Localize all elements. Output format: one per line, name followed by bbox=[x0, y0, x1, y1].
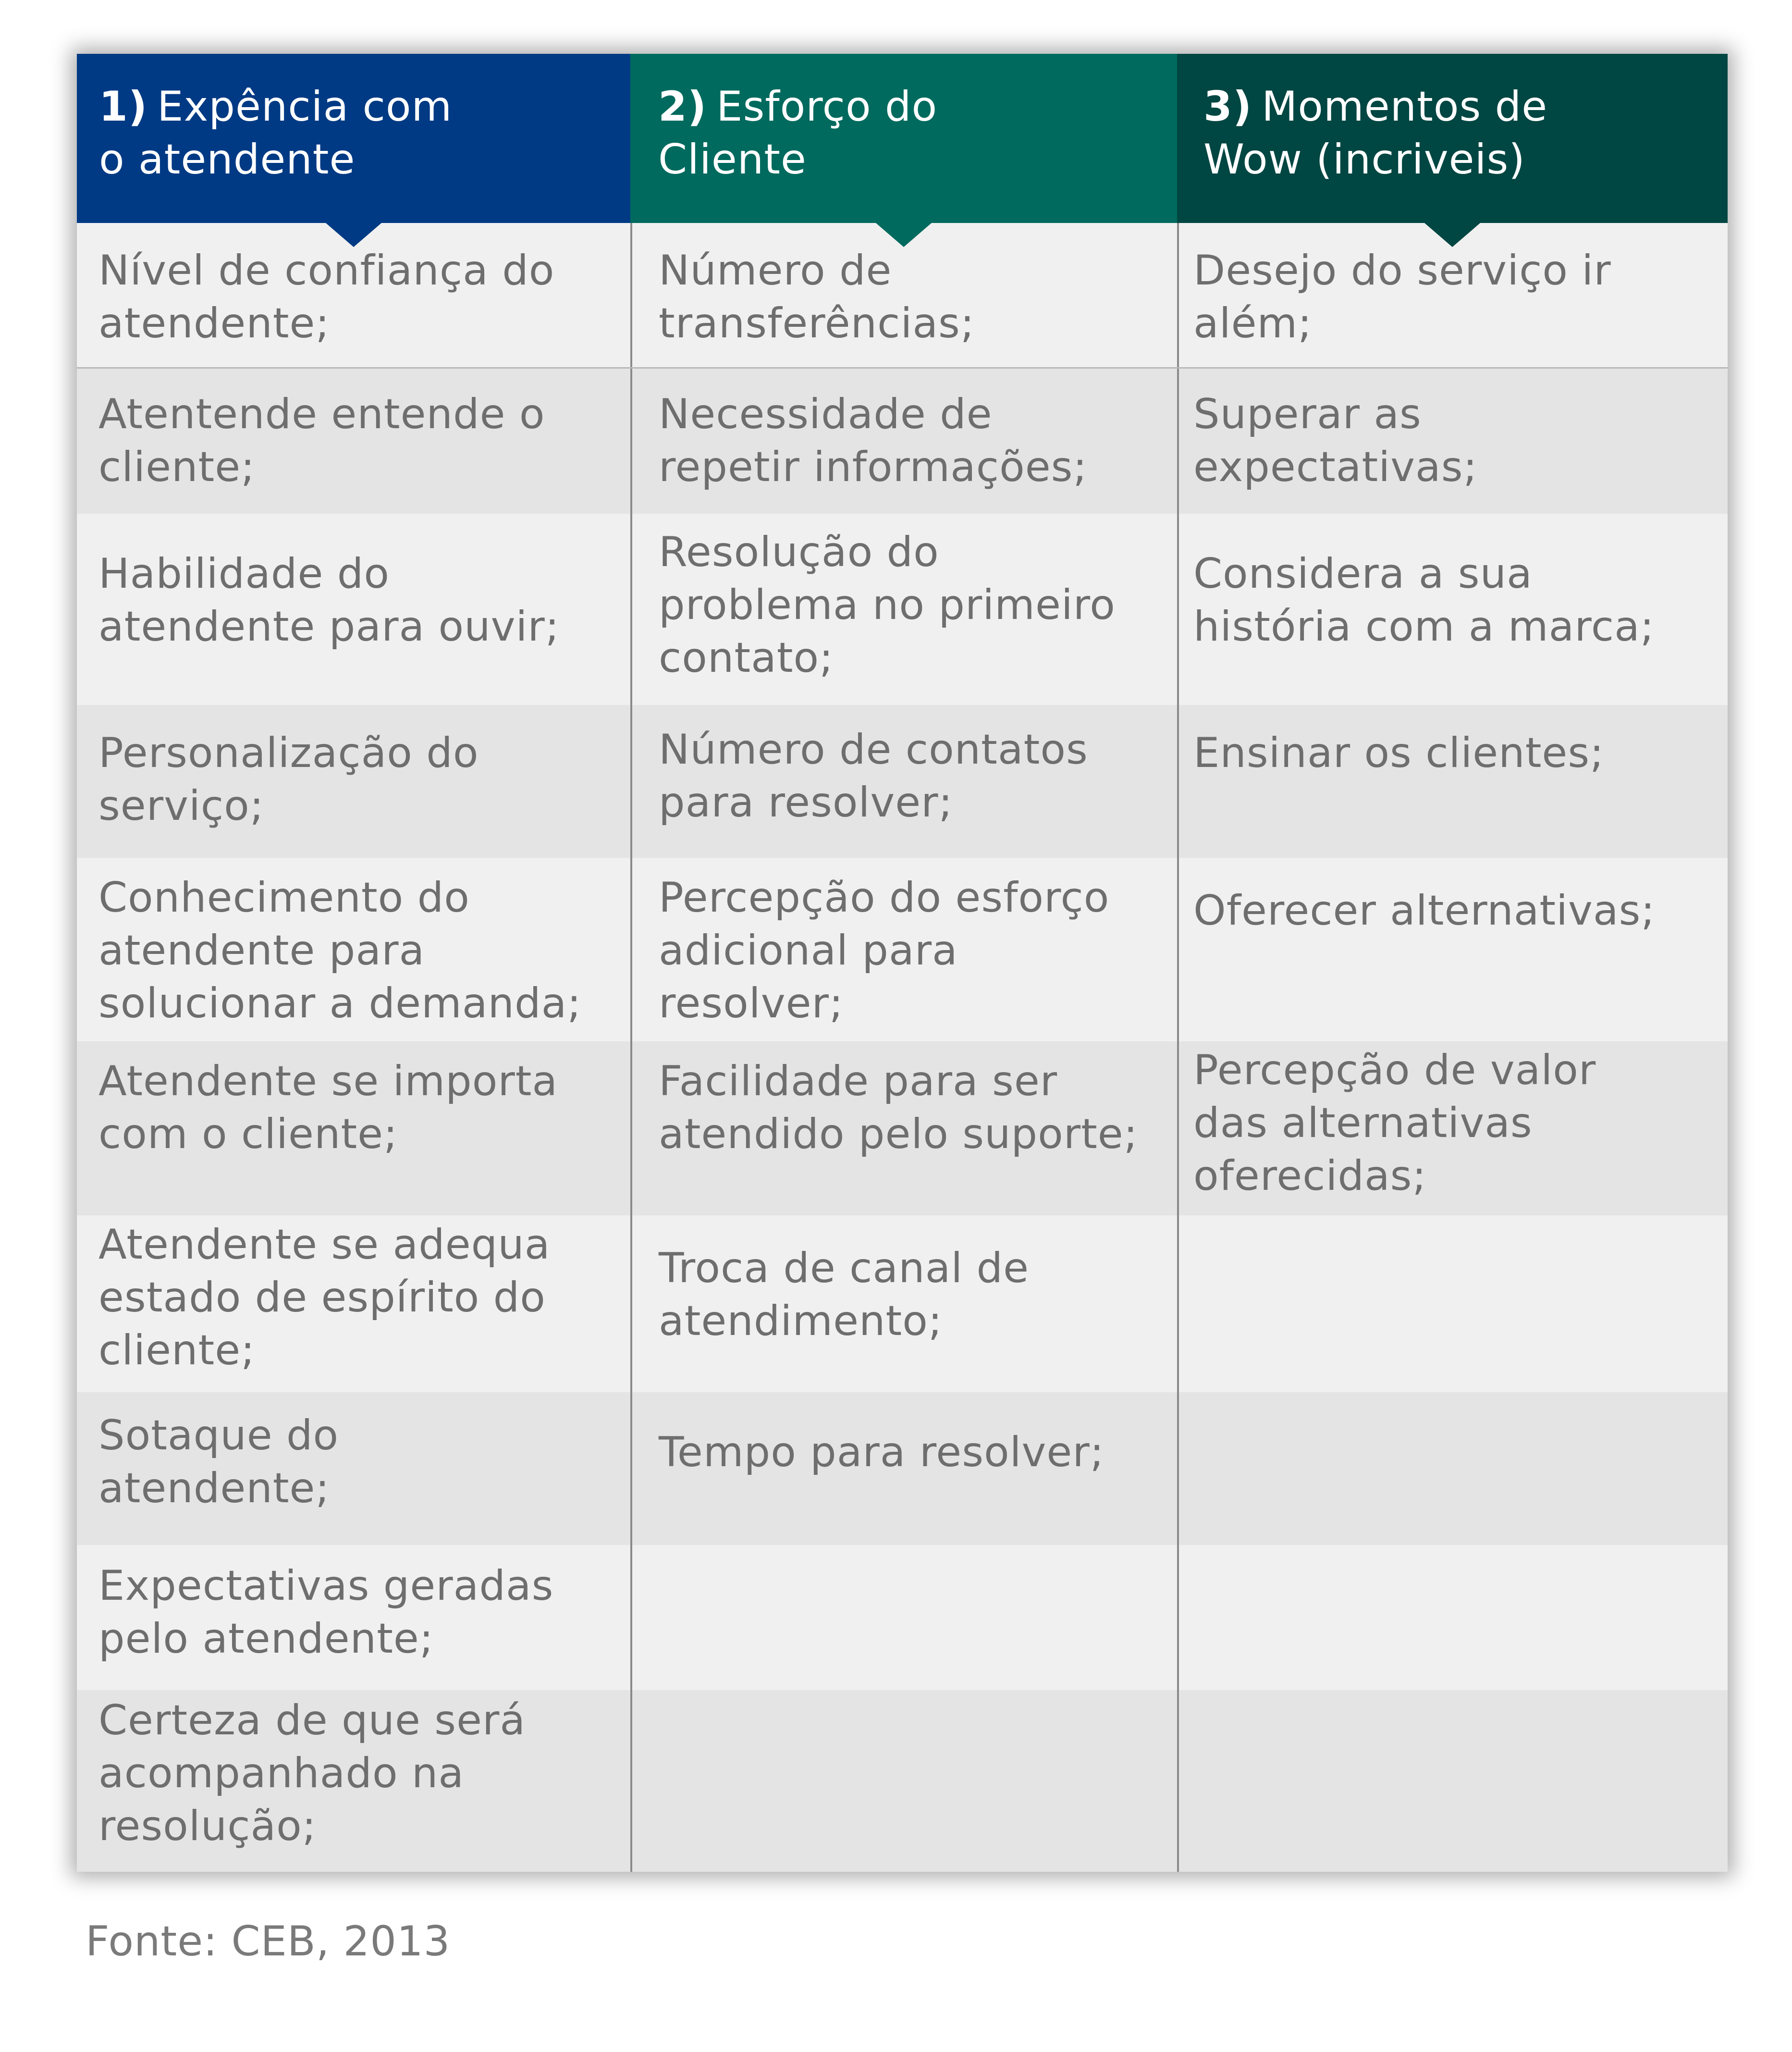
table-row bbox=[77, 1215, 1728, 1392]
header-number: 2) bbox=[658, 83, 707, 131]
table-cell: Percepção de valor das alternativas oferecidas; bbox=[1177, 1041, 1728, 1215]
table-cell: Atendente se adequa estado de espírito do cliente; bbox=[98, 1221, 551, 1374]
table-cell: Necessidade de repetir informações; bbox=[630, 369, 1177, 514]
table-cell: Superar as expectativas; bbox=[1177, 369, 1728, 514]
table-row bbox=[77, 1392, 1728, 1545]
table-row bbox=[77, 858, 1728, 1041]
table-cell: Personalização do serviço; bbox=[98, 729, 479, 830]
header-number: 3) bbox=[1203, 83, 1252, 131]
header-title: Esforço do Cliente bbox=[658, 83, 938, 184]
header-title: Expência com o atendente bbox=[99, 83, 453, 184]
table-row bbox=[77, 1041, 1728, 1215]
table-row bbox=[77, 705, 1728, 858]
table-cell bbox=[1177, 1392, 1728, 1545]
table-cell: Nível de confiança do atendente; bbox=[98, 247, 555, 347]
table-row bbox=[77, 514, 1728, 705]
table-cell: Habilidade do atendente para ouvir; bbox=[98, 550, 560, 651]
table-row bbox=[77, 369, 1728, 514]
table-cell bbox=[1177, 1545, 1728, 1690]
source-caption: Fonte: CEB, 2013 bbox=[86, 1917, 451, 1965]
table-row bbox=[77, 1545, 1728, 1690]
table-cell: Tempo para resolver; bbox=[630, 1392, 1177, 1545]
table-cell: Oferecer alternativas; bbox=[1177, 858, 1728, 1041]
table-cell: Percepção do esforço adicional para resolver; bbox=[630, 858, 1177, 1041]
table-cell: Certeza de que será acompanhado na resolução; bbox=[98, 1696, 526, 1850]
header-title: Momentos de Wow (incriveis) bbox=[1203, 83, 1548, 184]
table-cell: Expectativas geradas pelo atendente; bbox=[98, 1562, 554, 1663]
table-cell: Conhecimento do atendente para solucionar a demanda; bbox=[98, 874, 582, 1027]
table-cell: Considera a sua história com a marca; bbox=[1177, 514, 1728, 705]
table-cell: Número de contatos para resolver; bbox=[630, 705, 1177, 858]
table-cell bbox=[630, 1545, 1177, 1690]
header-wow-moments bbox=[1177, 54, 1728, 223]
header-attendant-experience bbox=[77, 54, 630, 223]
table-cell: Facilidade para ser atendido pelo suporte; bbox=[630, 1041, 1177, 1215]
table-cell: Atendente se importa com o cliente; bbox=[98, 1057, 558, 1158]
table-cell: Desejo do serviço ir além; bbox=[1177, 223, 1728, 367]
table-cell: Resolução do problema no primeiro contato; bbox=[630, 514, 1177, 705]
header-customer-effort bbox=[630, 54, 1177, 223]
header-row bbox=[77, 54, 1728, 223]
table-cell: Número de transferências; bbox=[630, 223, 1177, 367]
table-cell: Sotaque do atendente; bbox=[98, 1411, 339, 1512]
table-cell: Atentende entende o cliente; bbox=[98, 390, 545, 491]
table-cell: Ensinar os clientes; bbox=[1177, 705, 1728, 858]
header-pointer bbox=[876, 223, 932, 247]
header-number: 1) bbox=[99, 83, 148, 131]
table-cell bbox=[1177, 1215, 1728, 1392]
table-cell: Troca de canal de atendimento; bbox=[630, 1215, 1177, 1392]
table-row bbox=[77, 1690, 1728, 1872]
header-pointer bbox=[1424, 223, 1480, 247]
table-cell bbox=[630, 1690, 1177, 1872]
header-pointer bbox=[326, 223, 381, 247]
table-cell bbox=[1177, 1690, 1728, 1872]
comparison-table bbox=[77, 54, 1728, 1872]
